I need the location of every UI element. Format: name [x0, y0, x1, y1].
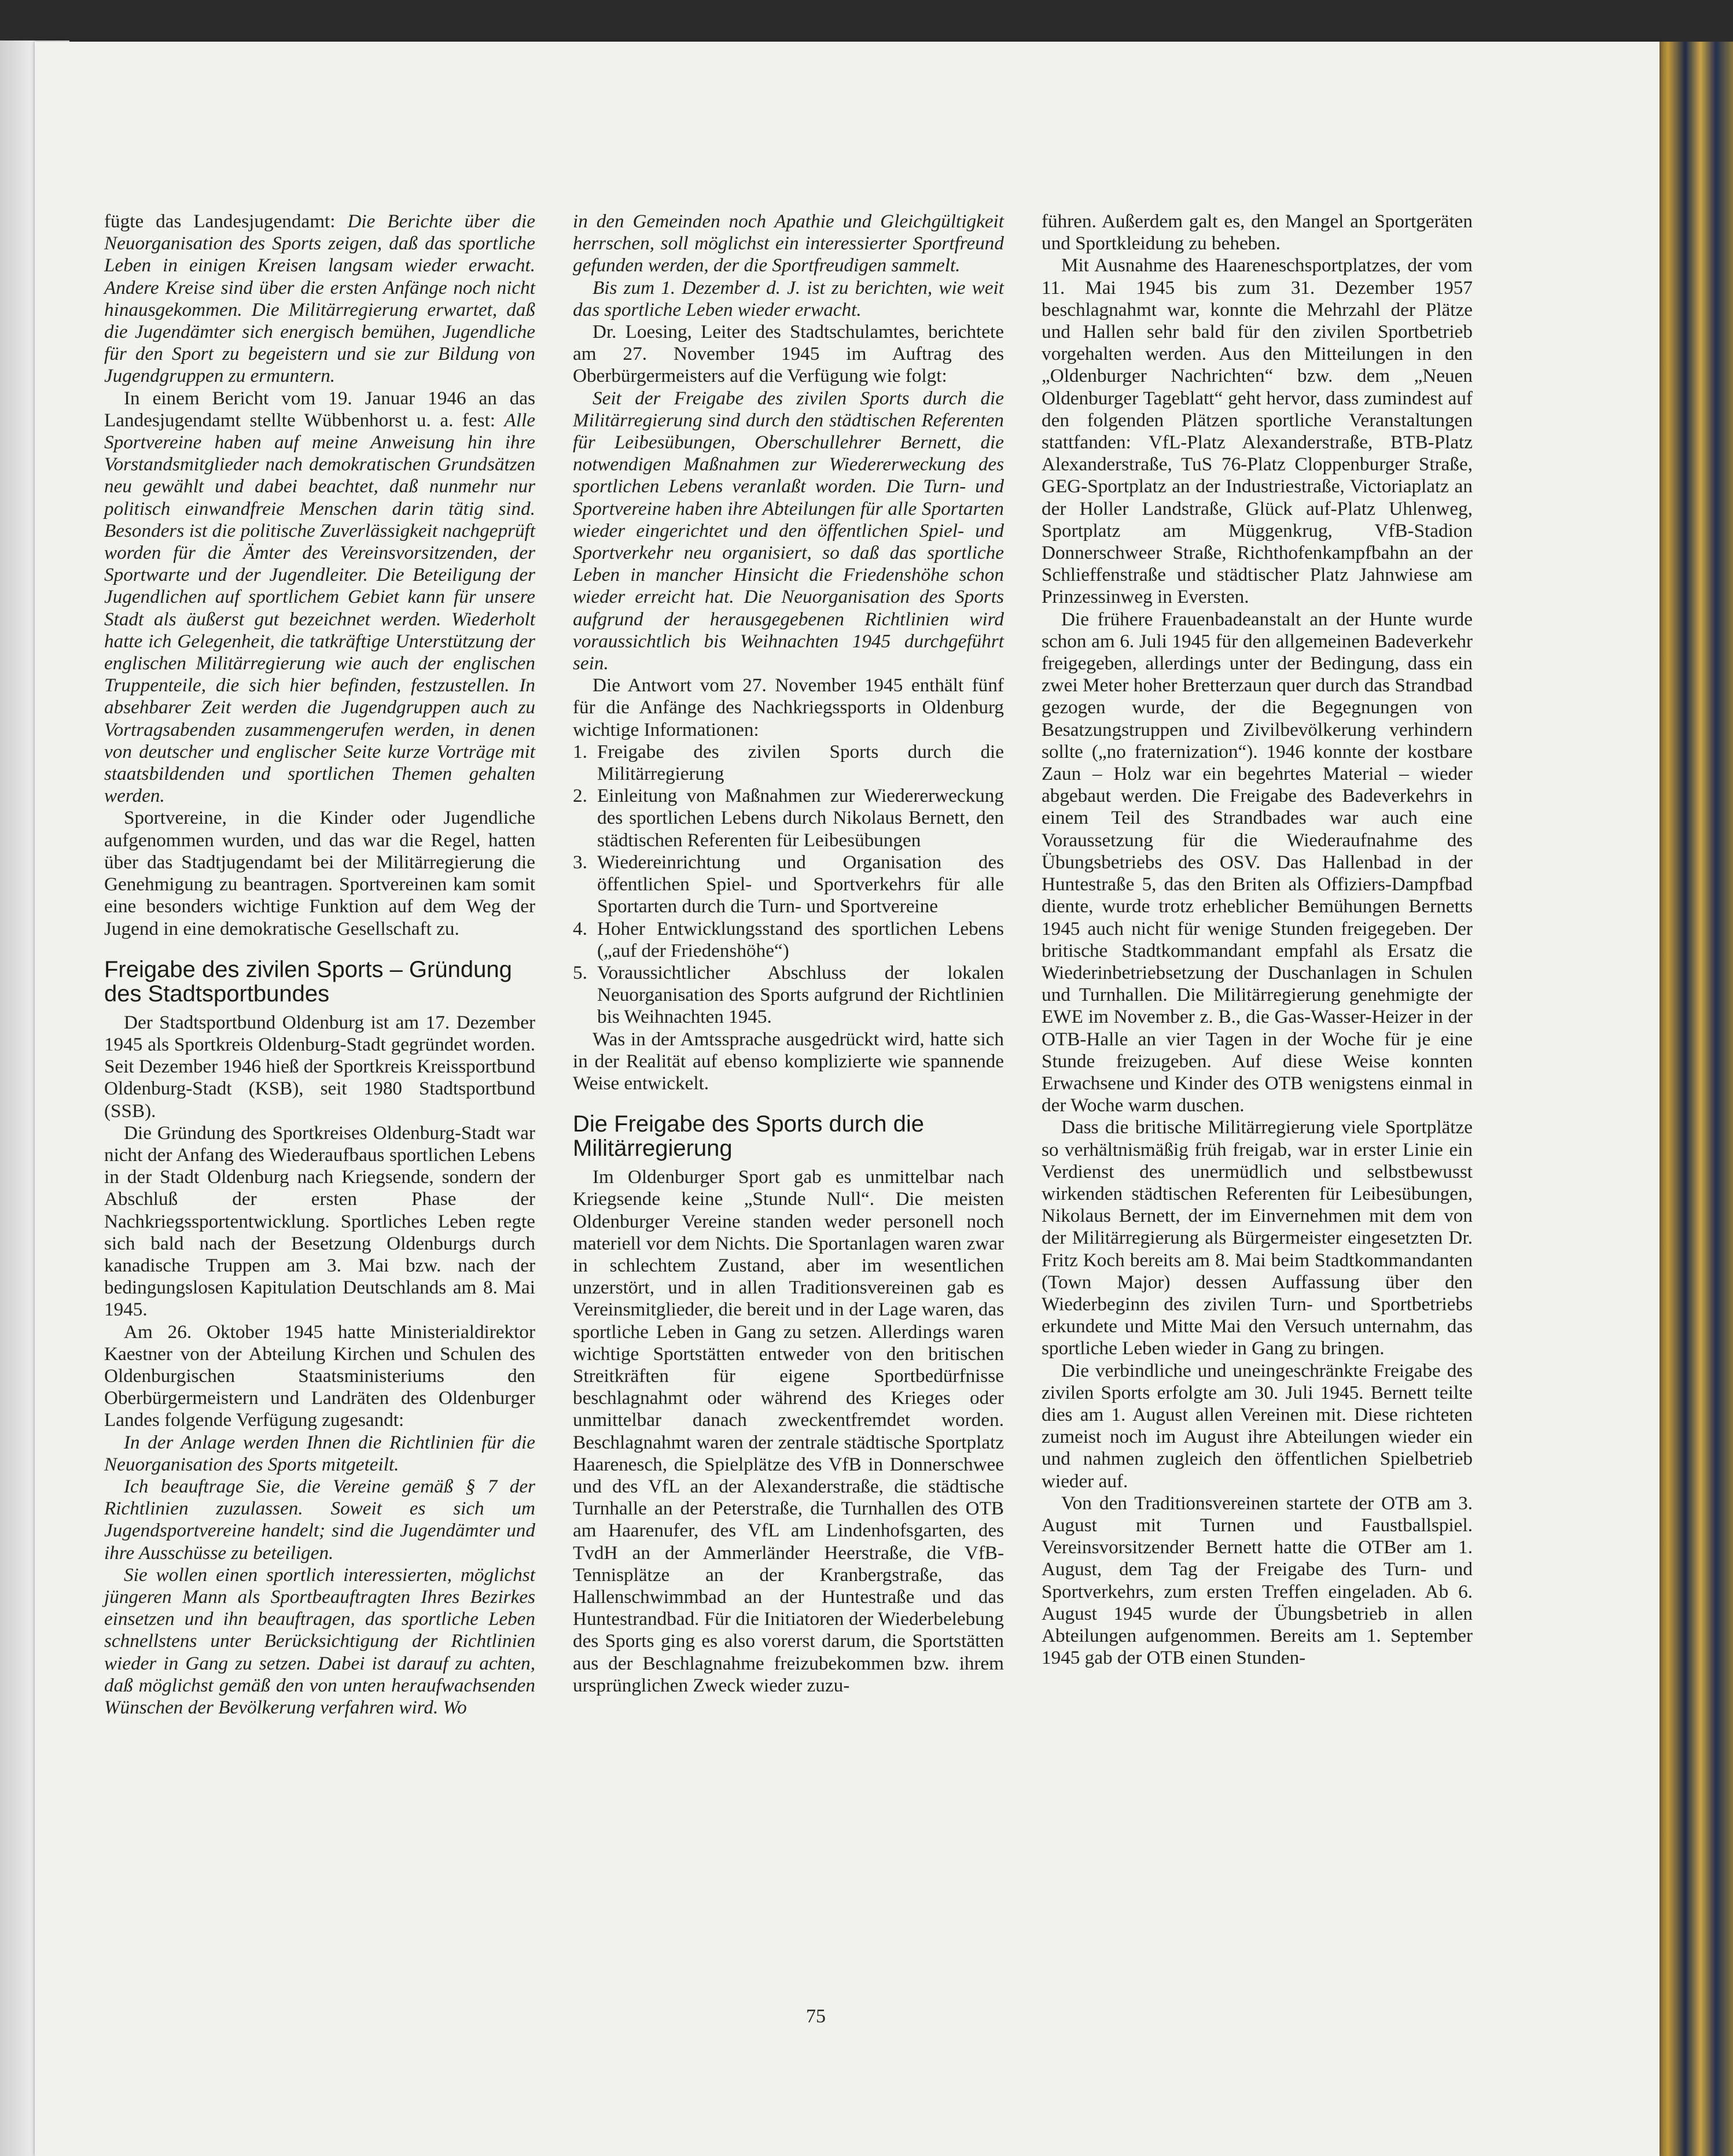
quote-paragraph: Sie wollen einen sportlich interessierten, möglichst jüngeren Mann als Sportbeauftragten Ihres Bezirkes einsetzen und ihn beauftragen, das sportliche Leben schnellstens unter Berücksichtigung der Richtlinien wieder in Gang zu setzen. Dabei ist darauf zu achten, daß möglichst gemäß den von unten heraufwachsenden Wünschen der Bevölkerung verfahren wird. Wo	[104, 1564, 535, 1718]
paragraph: Im Oldenburger Sport gab es unmittelbar nach Kriegsende keine „Stunde Null“. Die meisten Oldenburger Vereine standen weder personell noch materiell vor dem Nichts. Die Sportanlagen waren zwar in schlechtem Zustand, aber im wesentlichen unzerstört, und in allen Traditionsvereinen gab es Vereinsmitglieder, die bereit und in der Lage waren, das sportliche Leben in Gang zu setzen. Allerdings waren wichtige Sportstätten entweder von den britischen Streitkräften für eigene Sportbedürfnisse beschlagnahmt oder während des Krieges oder unmittelbar danach zweckentfremdet worden. Beschlagnahmt waren der zentrale städtische Sportplatz Haarenesch, die Spielplätze des VfB in Donnerschwee und des VfL an der Alexanderstraße, die städtische Turnhalle an der Peterstraße, die Turnhallen des OTB am Haarenufer, des VfL am Lindenhofsgarten, des TvdH an der Ammerländer Heerstraße, die VfB-Tennisplätze an der Kranbergstraße, das Hallenschwimmbad an der Huntestraße und das Huntestrandbad. Für die Initiatoren der Wiederbelebung des Sports ging es also vorerst darum, die Sportstätten aus der Beschlagnahme freizubekommen bzw. ihrem ursprünglichen Zweck wieder zuzu-	[573, 1166, 1004, 1696]
list-number: 4.	[573, 917, 587, 939]
list-number: 3.	[573, 851, 587, 873]
book-page	[35, 42, 1660, 2156]
paragraph-text: In einem Bericht vom 19. Januar 1946 an das Landesjugendamt stellte Wübbenhorst u. a. fest:	[104, 387, 535, 431]
list-item-text: Hoher Entwicklungsstand des sportlichen Lebens („auf der Friedenshöhe“)	[597, 917, 1004, 961]
quote-paragraph: Bis zum 1. Dezember d. J. ist zu berichten, wie weit das sportliche Leben wieder erwacht.	[573, 277, 1004, 320]
text-column-3	[1042, 211, 1473, 1669]
list-number: 5.	[573, 961, 587, 983]
list-number: 2.	[573, 785, 587, 807]
paragraph: Die Gründung des Sportkreises Oldenburg-Stadt war nicht der Anfang des Wiederaufbaus sportlichen Lebens in der Stadt Oldenburg nach Kriegsende, sondern der Abschluß der ersten Phase der Nachkriegssportentwicklung. Sportliches Leben regte sich bald nach der Besetzung Oldenburgs durch kanadische Truppen am 3. Mai bzw. nach der bedingungslosen Kapitulation Deutschlands am 8. Mai 1945.	[104, 1122, 535, 1321]
paragraph: führen. Außerdem galt es, den Mangel an Sportgeräten und Sportkleidung zu beheben.	[1042, 211, 1473, 255]
list-item	[573, 962, 1004, 1029]
quote-text: Alle Sportvereine haben auf meine Anweisung hin ihre Vorstandsmitglieder nach demokratischen Grundsätzen neu gewählt und dabei beachtet, daß nunmehr nur politisch einwandfreie Menschen darin tätig sind. Besonders ist die politische Zuverlässigkeit nachgeprüft worden für die Ämter des Vereinsvorsitzenden, der Sportwarte und der Jugendleiter. Die Beteiligung der Jugendlichen auf sportlichem Gebiet kann für unsere Stadt als äußerst gut bezeichnet werden. Wiederholt hatte ich Gelegenheit, die tatkräftige Unterstützung der englischen Militärregierung wie auch der englischen Truppenteile, die sich hier befinden, festzustellen. In absehbarer Zeit werden die Jugendgruppen auch zu Vortragsabenden zusammengerufen werden, in denen von deutscher und englischer Seite kurze Vorträge mit staatsbildenden und sportlichen Themen gehalten werden.	[104, 409, 535, 807]
paragraph: Am 26. Oktober 1945 hatte Ministerialdirektor Kaestner von der Abteilung Kirchen und Schulen des Oldenburgischen Staatsministeriums den Oberbürgermeistern und Landräten des Oldenburger Landes folgende Verfügung zugesandt:	[104, 1321, 535, 1431]
paragraph: Dass die britische Militärregierung viele Sportplätze so verhältnismäßig früh freigab, war in erster Linie ein Verdienst des unermüdlich und selbstbewusst wirkenden städtischen Referenten für Leibesübungen, Nikolaus Bernett, der im Einvernehmen mit dem von der Militärregierung als Bürgermeister eingesetzten Dr. Fritz Koch bereits am 8. Mai beim Stadtkommandanten (Town Major) dessen Auffassung über den Wiederbeginn des zivilen Turn- und Sportbetriebs erkundete und Mitte Mai den Versuch unternahm, das sportliche Leben wieder in Gang zu bringen.	[1042, 1116, 1473, 1359]
quote-paragraph: In der Anlage werden Ihnen die Richtlinien für die Neuorganisation des Sports mitgeteilt.	[104, 1431, 535, 1475]
numbered-list	[573, 741, 1004, 1029]
list-item	[573, 741, 1004, 785]
paragraph	[104, 388, 535, 808]
section-heading: Die Freigabe des Sports durch die Militärregierung	[573, 1111, 924, 1162]
paragraph: Dr. Loesing, Leiter des Stadtschulamtes, berichtete am 27. November 1945 im Auftrag des Oberbürgermeisters auf die Verfügung wie folgt:	[573, 321, 1004, 387]
text-column-2	[573, 211, 1004, 1697]
list-item-text: Einleitung von Maßnahmen zur Wiedererweckung des sportlichen Lebens durch Nikolaus Bernett, den städtischen Referenten für Leibesübungen	[597, 785, 1004, 851]
paragraph: Die Antwort vom 27. November 1945 enthält fünf für die Anfänge des Nachkriegssports in Oldenburg wichtige Informationen:	[573, 675, 1004, 740]
paragraph: Was in der Amtssprache ausgedrückt wird, hatte sich in der Realität auf ebenso komplizierte wie spannende Weise entwickelt.	[573, 1028, 1004, 1094]
quote-paragraph: Seit der Freigabe des zivilen Sports durch die Militärregierung sind durch den städtischen Referenten für Leibesübungen, Oberschullehrer Bernett, die notwendigen Maßnahmen zur Wiedererweckung des sportlichen Lebens veranlaßt worden. Die Turn- und Sportvereine haben ihre Abteilungen für alle Sportarten wieder eingerichtet und den öffentlichen Spiel- und Sportverkehr neu organisiert, so daß das sportliche Leben in mancher Hinsicht die Friedenshöhe schon wieder erreicht hat. Die Neuorganisation des Sports aufgrund der herausgegebenen Richtlinien wird voraussichtlich bis Weihnachten 1945 durchgeführt sein.	[573, 387, 1004, 675]
section-heading: Freigabe des zivilen Sports – Gründung des Stadtsportbundes	[104, 956, 512, 1007]
list-item-text: Voraussichtlicher Abschluss der lokalen Neuorganisation des Sports aufgrund der Richtlinien bis Weihnachten 1945.	[597, 961, 1004, 1028]
paragraph: Sportvereine, in die Kinder oder Jugendliche aufgenommen wurden, und das war die Regel, hatten über das Stadtjugendamt bei der Militärregierung die Genehmigung zu beantragen. Sportvereinen kam somit eine besonders wichtige Funktion auf dem Weg der Jugend in eine demokratische Gesellschaft zu.	[104, 807, 535, 939]
paragraph: Die frühere Frauenbadeanstalt an der Hunte wurde schon am 6. Juli 1945 für den allgemeinen Badeverkehr freigegeben, allerdings unter der Bedingung, dass ein zwei Meter hoher Bretterzaun quer durch das Strandbad gezogen wurde, der die Begegnungen von Besatzungstruppen und Zivilbevölkerung verhindern sollte („no fraternization“). 1946 konnte der kostbare Zaun – Holz war ein begehrtes Material – wieder abgebaut werden. Die Freigabe des Badeverkehrs in einem Teil des Strandbades war auch eine Voraussetzung für die Wiederaufnahme des Übungsbetriebs des OSV. Das Hallenbad in der Huntestraße 5, das den Briten als Offiziers-Dampfbad diente, wurde trotz erheblicher Bemühungen Bernetts 1945 auch nicht für wenige Stunden freigegeben. Der britische Stadtkommandant empfahl als Ersatz die Wiederinbetriebsetzung der Duschanlagen in Schulen und Turnhallen. Die Militärregierung genehmigte der EWE im November z. B., die Gas-Wasser-Heizer in der OTB-Halle an vier Tagen in der Woche für je eine Stunde freizugeben. Auf diese Weise konnten Erwachsene und Kinder des OTB wenigstens einmal in der Woche warm duschen.	[1042, 608, 1473, 1116]
quote-text: Die Berichte über die Neuorganisation des Sports zeigen, daß das sportliche Leben in einigen Kreisen langsam wieder erwacht. Andere Kreise sind über die ersten Anfänge noch nicht hinausgekommen. Die Militärregierung erwartet, daß die Jugendämter sich energisch bemühen, Jugendliche für den Sport zu begeistern und sie zur Bildung von Jugendgruppen zu ermuntern.	[104, 211, 535, 387]
list-item	[573, 785, 1004, 852]
quote-paragraph: Ich beauftrage Sie, die Vereine gemäß § 7 der Richtlinien zuzulassen. Soweit es sich um Jugendsportvereine handelt; sind die Jugendämter und ihre Ausschüsse zu beteiligen.	[104, 1475, 535, 1564]
text-column-1	[104, 211, 535, 1719]
page-number: 75	[806, 2006, 826, 2027]
paragraph: Die verbindliche und uneingeschränkte Freigabe des zivilen Sports erfolgte am 30. Juli 1945. Bernett teilte dies am 1. August allen Vereinen mit. Diese richteten zumeist noch im August ihre Abteilungen wieder ein und nahmen zugleich den öffentlichen Spielbetrieb wieder auf.	[1042, 1359, 1473, 1492]
paragraph: Mit Ausnahme des Haareneschsportplatzes, der vom 11. Mai 1945 bis zum 31. Dezember 1957 beschlagnahmt war, konnte die Mehrzahl der Plätze und Hallen sehr bald für den zivilen Sportbetrieb vorgehalten werden. Aus den Mitteilungen in den „Oldenburger Nachrichten“ bzw. dem „Neuen Oldenburger Tageblatt“ geht hervor, dass zumindest auf den folgenden Plätzen sportliche Veranstaltungen stattfanden: VfL-Platz Alexanderstraße, BTB-Platz Alexanderstraße, TuS 76-Platz Cloppenburger Straße, GEG-Sportplatz an der Industriestraße, Victoriaplatz an der Holler Landstraße, Glück auf-Platz Uhlenweg, Sportplatz am Müggenkrug, VfB-Stadion Donnerschweer Straße, Richthofenkampfbahn an der Schlieffenstraße und städtischer Platz Jahnwiese am Prinzessinweg in Eversten.	[1042, 255, 1473, 608]
paragraph: Von den Traditionsvereinen startete der OTB am 3. August mit Turnen und Faustballspiel. Vereinsvorsitzender Bernett hatte die OTBer am 1. August, dem Tag der Freigabe des Turn- und Sportverkehrs, zum ersten Treffen eingeladen. Ab 6. August 1945 wurde der Übungsbetrieb in allen Abteilungen aufgenommen. Bereits am 1. September 1945 gab der OTB einen Stunden-	[1042, 1492, 1473, 1669]
list-item	[573, 918, 1004, 962]
paragraph: Der Stadtsportbund Oldenburg ist am 17. Dezember 1945 als Sportkreis Oldenburg-Stadt gegründet worden. Seit Dezember 1946 hieß der Sportkreis Kreissportbund Oldenburg-Stadt (KSB), seit 1980 Stadtsportbund (SSB).	[104, 1011, 535, 1122]
list-item	[573, 852, 1004, 918]
list-number: 1.	[573, 740, 587, 762]
quote-paragraph: in den Gemeinden noch Apathie und Gleichgültigkeit herrschen, soll möglichst ein interessierter Sportfreund gefunden werden, der die Sportfreudigen sammelt.	[573, 211, 1004, 277]
paragraph	[104, 211, 535, 388]
list-item-text: Wiedereinrichtung und Organisation des öffentlichen Spiel- und Sportverkehrs für alle Sportarten durch die Turn- und Sportvereine	[597, 851, 1004, 917]
list-item-text: Freigabe des zivilen Sports durch die Militärregierung	[597, 740, 1004, 785]
paragraph-text: fügte das Landesjugendamt:	[104, 211, 348, 232]
